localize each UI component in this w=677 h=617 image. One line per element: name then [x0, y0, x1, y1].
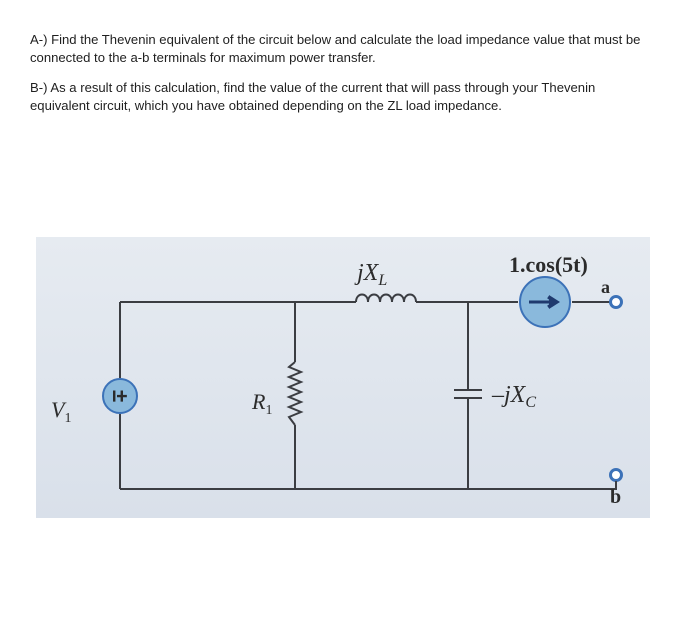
circuit-diagram: [36, 237, 650, 518]
circuit-figure: [36, 237, 650, 518]
voltage-source: [103, 379, 137, 413]
voltage-source-label: $V_1$: [51, 397, 72, 426]
inductor-label: $jX_L$: [357, 260, 388, 289]
question-part-a: A-) Find the Thevenin equivalent of the circuit below and calculate the load impedance value that must be connected to the a-b terminals for maximum power transfer.: [30, 32, 641, 65]
resistor-label: $R_1$: [252, 389, 273, 418]
current-source: [520, 277, 570, 327]
current-source-label: 1.cos(5t): [509, 252, 588, 277]
capacitor-label: $-jX_C$: [492, 382, 536, 411]
voltage-source-polarity-icon: ±: [108, 389, 133, 403]
terminal-b: [611, 470, 622, 481]
terminal-a-label: a: [601, 277, 610, 297]
terminal-a: [611, 297, 622, 308]
figure-background: [36, 237, 650, 518]
question-part-b: B-) As a result of this calculation, find the value of the current that will pass through your Thevenin equivalent circuit, which you have obtained depending on the ZL load impedance.: [30, 80, 596, 113]
terminal-b-label: b: [610, 486, 622, 508]
